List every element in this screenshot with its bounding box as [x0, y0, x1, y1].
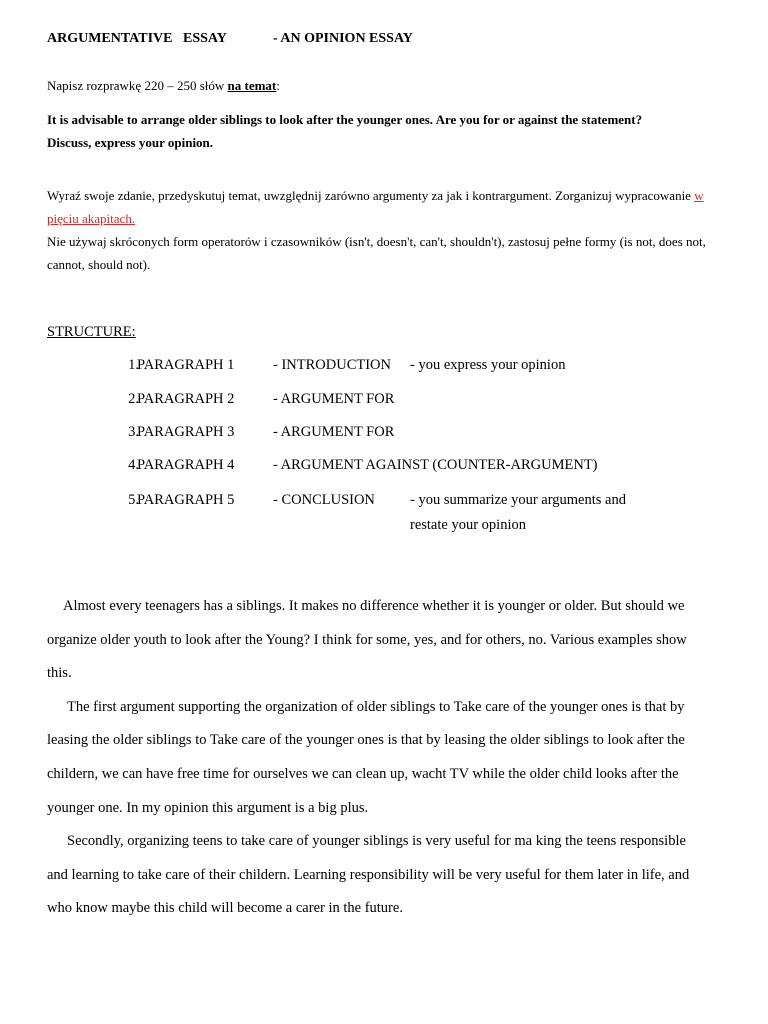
instructions-text-1: Wyraź swoje zdanie, przedyskutuj temat, uwzględnij zarówno argumenty za jak i kontrargument. Zorganizuj wypracowanie [47, 188, 695, 203]
instructions [47, 184, 707, 276]
structure-heading: STRUCTURE: [47, 324, 136, 340]
structure-section: - INTRODUCTION [273, 357, 391, 373]
essay-paragraph: Almost every teenagers has a siblings. It makes no difference whether it is younger or older. But should we organize older youth to look after the Young? I think for some, yes, and for others, no. Various examples show this. [47, 598, 687, 682]
structure-note: - you express your opinion [410, 357, 566, 373]
paragraphs-link[interactable]: w pięciu akapitach. [47, 188, 704, 226]
structure-number: 3. [128, 424, 139, 440]
structure-note-continued: restate your opinion [410, 517, 526, 533]
structure-paragraph: PARAGRAPH 2 [137, 391, 235, 407]
structure-section: - CONCLUSION [273, 492, 375, 508]
structure-paragraph: PARAGRAPH 1 [137, 357, 235, 373]
structure-section: - ARGUMENT FOR [273, 424, 395, 440]
essay-topic: It is advisable to arrange older siblings to look after the younger ones. Are you for or against the statement? Discuss, express your opinion. [47, 112, 643, 150]
essay-paragraph: The first argument supporting the organization of older siblings to Take care of the younger ones is that by leasing the older siblings to Take care of the younger ones is that by leasing the older siblings to look after the childern, we can have free time for ourselves we can clean up, wacht TV while the older child looks after the younger one. In my opinion this argument is a big plus. [47, 698, 685, 816]
structure-section: - ARGUMENT AGAINST (COUNTER-ARGUMENT) [273, 457, 598, 473]
essay-paragraph: Secondly, organizing teens to take care of younger siblings is very useful for ma king the teens responsible and learning to take care of their childern. Learning responsibility will be very useful for them later in life, and who know maybe this child will become a carer in the future. [47, 833, 690, 917]
essay-body [47, 590, 697, 926]
structure-paragraph: PARAGRAPH 4 [137, 457, 235, 473]
title-right: - AN OPINION ESSAY [273, 31, 413, 46]
structure-number: 5. [128, 492, 139, 508]
intro-prefix: Napisz rozprawkę 220 – 250 słów [47, 78, 228, 93]
intro-suffix: : [276, 78, 280, 93]
structure-paragraph: PARAGRAPH 5 [137, 492, 235, 508]
document-title [47, 31, 413, 47]
intro-bold: na temat [227, 78, 277, 93]
structure-number: 1. [128, 357, 139, 373]
title-left: ARGUMENTATIVE ESSAY [47, 31, 227, 46]
structure-note: - you summarize your arguments and [410, 492, 626, 508]
intro-line [47, 78, 280, 94]
structure-paragraph: PARAGRAPH 3 [137, 424, 235, 440]
structure-number: 4. [128, 457, 139, 473]
instructions-text-2: Nie używaj skróconych form operatorów i czasowników (isn't, doesn't, can't, shouldn't), zastosuj pełne formy (is not, does not, cannot, should not). [47, 234, 706, 272]
structure-section: - ARGUMENT FOR [273, 391, 395, 407]
structure-number: 2. [128, 391, 139, 407]
